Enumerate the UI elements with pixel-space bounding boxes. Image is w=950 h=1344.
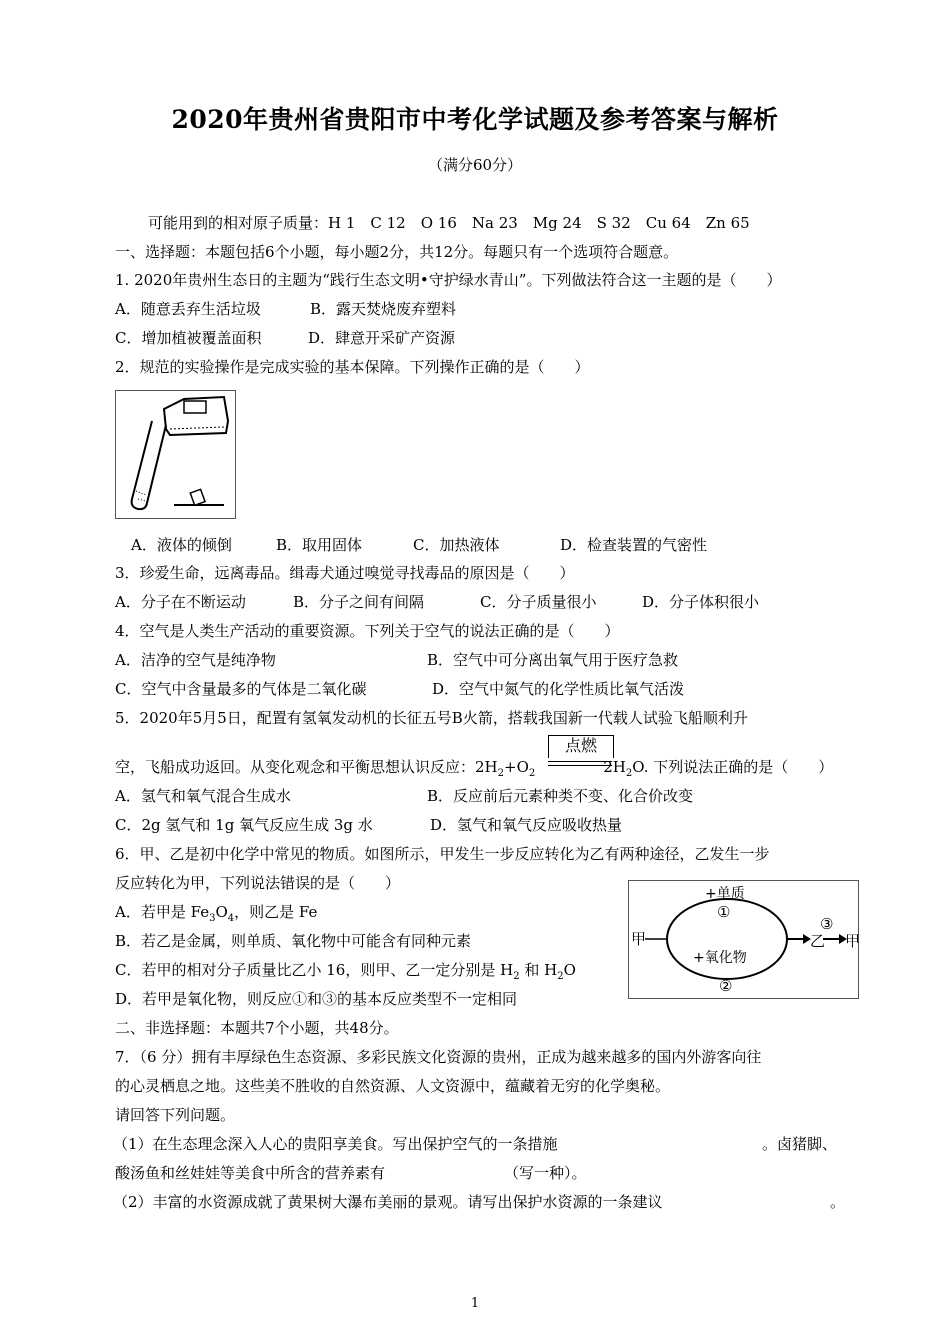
q7-stem-line2: 的心灵栖息之地。这些美不胜收的自然资源、人文资源中，蕴藏着无穷的化学奥秘。 bbox=[115, 1077, 671, 1095]
q3-option-d: D．分子体积很小 bbox=[642, 593, 760, 611]
q4-stem: 4．空气是人类生产活动的重要资源。下列关于空气的说法正确的是（ ） bbox=[115, 622, 620, 640]
q3-stem: 3．珍爱生命，远离毒品。缉毒犬通过嗅觉寻找毒品的原因是（ ） bbox=[115, 564, 575, 582]
q3-option-c: C．分子质量很小 bbox=[480, 593, 597, 611]
q2-option-c: C．加热液体 bbox=[413, 536, 500, 554]
q5-reaction-condition bbox=[548, 735, 612, 771]
single-substance-label: +单质 bbox=[705, 886, 745, 902]
q6-a-sub1: 3 bbox=[209, 913, 216, 924]
q5-option-c: C．2g 氢气和 1g 氧气反应生成 3g 水 bbox=[115, 816, 373, 834]
section-2-heading: 二、非选择题：本题共7个小题，共48分。 bbox=[115, 1019, 399, 1037]
q1-stem: 1. 2020年贵州生态日的主题为“践行生态文明•守护绿水青山”。下列做法符合这一主题的是（ ） bbox=[115, 271, 782, 289]
q4-option-c: C．空气中含量最多的气体是二氧化碳 bbox=[115, 680, 367, 698]
equation-bar-top bbox=[548, 761, 612, 762]
q2-option-b: B．取用固体 bbox=[276, 536, 363, 554]
q6-c-mid: 和 H bbox=[519, 961, 558, 979]
q6-stem-line1: 6．甲、乙是初中化学中常见的物质。如图所示，甲发生一步反应转化为乙有两种途径，乙发生一步 bbox=[115, 845, 770, 863]
equation-bar-bottom bbox=[548, 765, 612, 766]
q6-stem-line2: 反应转化为甲，下列说法错误的是（ ） bbox=[115, 874, 401, 892]
q7-part1-line1-end: 。卤猪脚、 bbox=[762, 1135, 838, 1153]
q6-a-pre: A．若甲是 Fe bbox=[115, 903, 210, 921]
q7-part2: （2）丰富的水资源成就了黄果树大瀑布美丽的景观。请写出保护水资源的一条建议 bbox=[113, 1193, 663, 1211]
q6-c-pre: C．若甲的相对分子质量比乙小 16，则甲、乙一定分别是 H bbox=[115, 961, 514, 979]
substance-yi: 乙 bbox=[810, 932, 826, 950]
q1-option-b: B．露天焚烧废弃塑料 bbox=[310, 300, 457, 318]
page-title: 2020年贵州省贵阳市中考化学试题及参考答案与解析 bbox=[171, 105, 779, 134]
path-1-marker: ① bbox=[717, 903, 731, 921]
q7-part1-line1: （1）在生态理念深入人心的贵阳享美食。写出保护空气的一条措施 bbox=[113, 1135, 558, 1153]
oxide-label: +氧化物 bbox=[693, 950, 747, 966]
q5-sub: 2 bbox=[528, 768, 536, 779]
q5-product: 2H bbox=[603, 758, 626, 776]
q4-option-b: B．空气中可分离出氧气用于医疗急救 bbox=[427, 651, 679, 669]
q6-c-sub2: 2 bbox=[557, 971, 564, 982]
q6-c-sub: 2 bbox=[513, 971, 520, 982]
q5-product-o: O bbox=[632, 758, 644, 776]
q1-option-c: C．增加植被覆盖面积 bbox=[115, 329, 262, 347]
q6-option-b: B．若乙是金属，则单质、氧化物中可能含有同种元素 bbox=[115, 932, 472, 950]
q6-a-post: ，则乙是 Fe bbox=[234, 903, 318, 921]
q6-option-c bbox=[115, 960, 576, 980]
q7-part1-line2: 酸汤鱼和丝娃娃等美食中所含的营养素有 bbox=[115, 1164, 386, 1182]
q5-stem-line1: 5．2020年5月5日，配置有氢氧发动机的长征五号B火箭，搭载我国新一代载人试验飞船顺利升 bbox=[115, 709, 748, 727]
q6-option-d: D．若甲是氧化物，则反应①和③的基本反应类型不一定相同 bbox=[115, 990, 518, 1008]
page-number: 1 bbox=[470, 1296, 480, 1311]
q6-option-a bbox=[115, 902, 317, 922]
q5-plus-o: +O bbox=[504, 758, 529, 776]
q5-option-a: A．氢气和氧气混合生成水 bbox=[115, 787, 291, 805]
pouring-liquid-illustration bbox=[116, 391, 235, 518]
q1-option-a: A．随意丢弃生活垃圾 bbox=[115, 300, 261, 318]
q6-a-sub2: 4 bbox=[227, 913, 235, 924]
q7-stem-line1: 7．（6 分）拥有丰厚绿色生态资源、多彩民族文化资源的贵州，正成为越来越多的国内外游客向往 bbox=[115, 1048, 762, 1066]
page-subtitle: （满分60分） bbox=[427, 156, 523, 174]
path-2-marker: ② bbox=[719, 977, 733, 995]
q6-a-mid: O bbox=[215, 903, 228, 921]
q3-option-b: B．分子之间有间隔 bbox=[293, 593, 425, 611]
substance-jia-right: 甲 bbox=[845, 932, 861, 950]
q5-option-d: D．氢气和氧气反应吸收热量 bbox=[430, 816, 623, 834]
q5-stem-post: . 下列说法正确的是（ ） bbox=[643, 758, 834, 776]
ignite-label: 点燃 bbox=[548, 735, 614, 758]
q2-option-a: A．液体的倾倒 bbox=[131, 536, 232, 554]
q5-stem-pre: 空，飞船成功返回。从变化观念和平衡思想认识反应：2H bbox=[115, 758, 498, 776]
q6-c-post: O bbox=[563, 961, 576, 979]
q7-part1-line2-end: （写一种）。 bbox=[504, 1164, 587, 1182]
q5-sub: 2 bbox=[497, 768, 505, 779]
q7-stem-line3: 请回答下列问题。 bbox=[115, 1106, 236, 1124]
q1-option-d: D．肆意开采矿产资源 bbox=[308, 329, 456, 347]
atomic-masses: 可能用到的相对原子质量：H 1 C 12 O 16 Na 23 Mg 24 S 32 Cu 64 Zn 65 bbox=[148, 214, 750, 232]
q5-stem-line2 bbox=[115, 757, 833, 777]
q5-sub: 2 bbox=[625, 768, 633, 779]
q2-stem: 2．规范的实验操作是完成实验的基本保障。下列操作正确的是（ ） bbox=[115, 358, 590, 376]
substance-jia-left: 甲 bbox=[631, 930, 647, 948]
q3-option-a: A．分子在不断运动 bbox=[115, 593, 246, 611]
q4-option-a: A．洁净的空气是纯净物 bbox=[115, 651, 276, 669]
path-3-marker: ③ bbox=[820, 915, 834, 933]
q2-figure bbox=[115, 390, 236, 519]
q6-reaction-diagram bbox=[628, 880, 859, 999]
q4-option-d: D．空气中氮气的化学性质比氧气活泼 bbox=[432, 680, 685, 698]
section-1-heading: 一、选择题：本题包括6个小题，每小题2分，共12分。每题只有一个选项符合题意。 bbox=[115, 243, 679, 261]
q2-option-d: D．检查装置的气密性 bbox=[560, 536, 708, 554]
q7-part2-end: 。 bbox=[830, 1193, 846, 1211]
q5-option-b: B．反应前后元素种类不变、化合价改变 bbox=[427, 787, 694, 805]
